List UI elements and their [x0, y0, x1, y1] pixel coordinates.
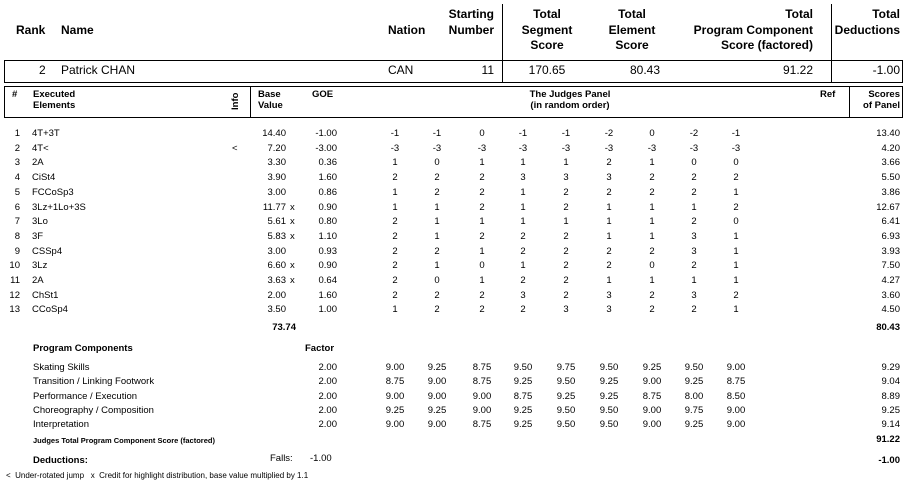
- element-panel-score: 4.50: [881, 304, 900, 316]
- element-name: 3Lz: [32, 260, 48, 272]
- element-base-value: 3.00: [267, 186, 286, 198]
- judge-score: -3: [518, 142, 528, 154]
- judge-score: 1: [733, 230, 739, 242]
- judge-score: 2: [520, 245, 526, 257]
- skater-total-element-score: 80.43: [629, 63, 660, 77]
- component-judge-score: 9.00: [472, 390, 492, 402]
- judge-score: -3: [647, 142, 657, 154]
- judge-score: 1: [520, 260, 526, 272]
- component-factor: 2.00: [318, 419, 337, 431]
- judge-score: 1: [392, 157, 398, 169]
- judge-score: 1: [733, 186, 739, 198]
- component-judge-score: 9.25: [599, 390, 619, 402]
- element-panel-score: 13.40: [876, 128, 900, 139]
- element-name: CiSt4: [32, 172, 56, 184]
- element-panel-score: 4.20: [881, 142, 900, 154]
- component-judge-score: 9.25: [385, 404, 405, 416]
- element-bonus-marker: x: [290, 260, 295, 272]
- element-base-value: 3.50: [267, 304, 286, 316]
- judge-score: 1: [392, 186, 398, 198]
- component-judge-score: 8.50: [726, 390, 746, 402]
- component-judge-score: 9.25: [556, 390, 576, 402]
- info-header: Info: [230, 92, 241, 110]
- element-panel-score: 3.60: [881, 289, 900, 301]
- judge-score: 1: [691, 201, 697, 213]
- component-factor: 2.00: [318, 404, 337, 416]
- element-base-value: 2.00: [267, 289, 286, 301]
- judge-score: 2: [520, 304, 526, 316]
- element-name: FCCoSp3: [32, 186, 74, 198]
- judge-score: 2: [434, 304, 440, 316]
- judge-score: 1: [479, 157, 485, 169]
- judge-score: 3: [520, 289, 526, 301]
- component-panel-score: 9.04: [881, 376, 900, 388]
- judge-score: -3: [731, 142, 741, 154]
- component-judge-score: 9.50: [556, 404, 576, 416]
- judge-score: 1: [606, 201, 612, 213]
- element-goe: 0.93: [318, 245, 337, 257]
- component-judge-score: 8.75: [472, 362, 492, 373]
- component-panel-score: 8.89: [881, 390, 900, 402]
- component-judge-score: 9.25: [684, 376, 704, 388]
- component-judge-score: 9.75: [684, 404, 704, 416]
- judge-score: 2: [649, 186, 655, 198]
- judge-score: 2: [392, 275, 398, 286]
- element-number: 9: [14, 245, 20, 257]
- col-divider: [250, 86, 251, 118]
- judge-score: 1: [392, 201, 398, 213]
- element-number: 12: [9, 289, 20, 301]
- rank-header: Rank: [16, 23, 46, 37]
- total-segment-score-header: Total Segment Score: [521, 7, 573, 52]
- component-judge-score: 9.25: [513, 376, 533, 388]
- judge-score: 1: [649, 275, 655, 286]
- element-goe: 1.60: [318, 172, 337, 184]
- skater-starting-number: 11: [481, 63, 494, 77]
- judge-score: 2: [392, 289, 398, 301]
- judge-score: 2: [479, 186, 485, 198]
- judge-score: 3: [606, 304, 612, 316]
- component-judge-score: 9.00: [385, 390, 405, 402]
- judge-score: 1: [649, 216, 655, 228]
- judge-score: 2: [649, 245, 655, 257]
- judge-score: -1: [390, 128, 400, 139]
- deductions-label: Deductions:: [33, 455, 88, 466]
- skater-total-segment-score: 170.65: [528, 63, 566, 77]
- factor-header: Factor: [305, 343, 335, 354]
- judge-score: 1: [563, 216, 569, 228]
- element-base-value: 3.00: [267, 245, 286, 257]
- component-judge-score: 9.00: [726, 404, 746, 416]
- component-judge-score: 9.50: [599, 404, 619, 416]
- element-number: 6: [14, 201, 20, 213]
- element-goe: 1.00: [318, 304, 337, 316]
- component-judge-score: 8.75: [472, 376, 492, 388]
- component-judge-score: 8.75: [726, 376, 746, 388]
- program-components-title: Program Components: [33, 343, 133, 354]
- element-name: CCoSp4: [32, 304, 68, 316]
- element-name: ChSt1: [32, 289, 59, 301]
- element-goe: 0.80: [318, 216, 337, 228]
- nation-header: Nation: [388, 23, 426, 37]
- element-number: 3: [14, 157, 20, 169]
- element-panel-score: 6.41: [881, 216, 900, 228]
- element-number: 11: [10, 275, 20, 286]
- component-name: Transition / Linking Footwork: [33, 376, 155, 388]
- ref-header: Ref: [820, 89, 836, 100]
- judge-score: 1: [479, 245, 485, 257]
- element-goe: -3.00: [315, 142, 337, 154]
- component-name: Interpretation: [33, 419, 89, 431]
- component-panel-score: 9.25: [881, 404, 900, 416]
- judge-score: -1: [561, 128, 571, 139]
- skater-name: Patrick CHAN: [61, 63, 136, 77]
- judge-score: 0: [479, 260, 485, 272]
- judge-score: 0: [649, 260, 655, 272]
- judge-score: 2: [563, 201, 569, 213]
- judge-score: -3: [604, 142, 614, 154]
- component-panel-score: 9.29: [881, 362, 900, 373]
- judge-score: -1: [432, 128, 442, 139]
- component-judge-score: 9.25: [599, 376, 619, 388]
- judge-score: 1: [392, 304, 398, 316]
- elements-total-base: 73.74: [272, 322, 296, 333]
- total-element-score-header: Total Element Score: [608, 7, 656, 52]
- judge-score: 2: [520, 275, 526, 286]
- judge-score: -3: [561, 142, 571, 154]
- base-value-header: Base Value: [258, 89, 283, 111]
- element-name: 3F: [32, 230, 44, 242]
- skater-total-pcs: 91.22: [782, 63, 813, 77]
- element-base-value: 3.63: [267, 275, 286, 286]
- judge-score: 3: [563, 304, 569, 316]
- num-header: #: [12, 89, 18, 100]
- judge-score: 2: [691, 260, 697, 272]
- judge-score: 1: [434, 216, 440, 228]
- component-judge-score: 9.00: [385, 419, 405, 431]
- judge-score: 0: [434, 157, 440, 169]
- component-judge-score: 9.00: [427, 376, 447, 388]
- judge-score: 0: [479, 128, 485, 139]
- component-judge-score: 9.25: [684, 419, 704, 431]
- judge-score: 1: [606, 216, 612, 228]
- elements-total-score: 80.43: [876, 322, 900, 333]
- judge-score: 2: [733, 172, 739, 184]
- total-pcs-header: Total Program Component Score (factored): [693, 7, 813, 52]
- element-name: 3Lz+1Lo+3S: [32, 201, 86, 213]
- judge-score: 1: [434, 260, 440, 272]
- judge-score: 2: [563, 186, 569, 198]
- judge-score: 2: [392, 260, 398, 272]
- element-base-value: 5.83: [267, 230, 286, 242]
- judge-score: 2: [606, 245, 612, 257]
- judge-score: 2: [434, 289, 440, 301]
- judge-score: -3: [432, 142, 442, 154]
- judge-score: 2: [392, 216, 398, 228]
- judge-score: 3: [691, 289, 697, 301]
- judge-score: 2: [479, 201, 485, 213]
- judge-score: 2: [563, 245, 569, 257]
- element-goe: 1.60: [318, 289, 337, 301]
- judge-score: 2: [434, 245, 440, 257]
- component-judge-score: 9.25: [427, 404, 447, 416]
- judge-score: 3: [606, 289, 612, 301]
- goe-header: GOE: [312, 89, 334, 100]
- component-factor: 2.00: [318, 362, 337, 373]
- judge-score: 1: [520, 186, 526, 198]
- judge-score: 3: [691, 230, 697, 242]
- element-number: 4: [14, 172, 20, 184]
- judge-score: 1: [733, 260, 739, 272]
- element-goe: 0.90: [318, 201, 337, 213]
- judge-score: 2: [733, 201, 739, 213]
- component-judge-score: 9.50: [684, 362, 704, 373]
- component-judge-score: 8.75: [513, 390, 533, 402]
- element-panel-score: 6.93: [881, 230, 900, 242]
- component-judge-score: 9.00: [642, 404, 662, 416]
- judge-score: 1: [606, 230, 612, 242]
- judge-score: 2: [606, 260, 612, 272]
- elements-header-box: [4, 86, 903, 118]
- component-factor: 2.00: [318, 376, 337, 388]
- component-name: Choreography / Composition: [33, 404, 154, 416]
- element-goe: 0.64: [318, 275, 337, 286]
- judge-score: 2: [563, 275, 569, 286]
- element-name: 2A: [32, 275, 44, 286]
- element-panel-score: 3.93: [881, 245, 900, 257]
- element-bonus-marker: x: [290, 216, 295, 228]
- element-panel-score: 7.50: [881, 260, 900, 272]
- judge-score: -2: [604, 128, 614, 139]
- starting-number-header: Starting Number: [448, 7, 494, 37]
- element-name: 2A: [32, 157, 44, 169]
- element-name: 4T+3T: [32, 128, 60, 139]
- component-judge-score: 9.25: [642, 362, 662, 373]
- judge-score: 1: [649, 157, 655, 169]
- element-bonus-marker: x: [290, 230, 295, 242]
- judge-score: 1: [733, 275, 739, 286]
- judge-score: 2: [479, 230, 485, 242]
- element-goe: -1.00: [315, 128, 337, 139]
- element-panel-score: 5.50: [881, 172, 900, 184]
- component-judge-score: 9.50: [513, 362, 533, 373]
- element-bonus-marker: x: [290, 275, 295, 286]
- judge-score: 2: [434, 186, 440, 198]
- judge-score: 2: [691, 304, 697, 316]
- judge-score: 1: [520, 157, 526, 169]
- name-header: Name: [61, 23, 94, 37]
- judge-score: 1: [649, 230, 655, 242]
- skater-total-deductions: -1.00: [872, 63, 900, 77]
- judge-score: 0: [649, 128, 655, 139]
- component-judge-score: 9.00: [385, 362, 405, 373]
- component-judge-score: 9.00: [427, 419, 447, 431]
- element-number: 8: [14, 230, 20, 242]
- judge-score: 1: [520, 216, 526, 228]
- judge-score: 2: [649, 172, 655, 184]
- judge-score: 2: [691, 172, 697, 184]
- skater-rank: 2: [39, 63, 46, 77]
- judge-score: -2: [689, 128, 699, 139]
- component-judge-score: 9.75: [556, 362, 576, 373]
- component-judge-score: 9.50: [599, 419, 619, 431]
- falls-value: -1.00: [310, 453, 332, 464]
- element-name: 3Lo: [32, 216, 48, 228]
- scores-of-panel-header: Scores of Panel: [863, 89, 900, 111]
- judge-score: 1: [479, 275, 485, 286]
- judge-score: 0: [733, 157, 739, 169]
- judge-score: 3: [606, 172, 612, 184]
- judge-score: -3: [477, 142, 487, 154]
- element-panel-score: 12.67: [876, 201, 900, 213]
- judge-score: -1: [731, 128, 741, 139]
- component-judge-score: 9.00: [726, 419, 746, 431]
- judge-score: -3: [390, 142, 400, 154]
- element-goe: 0.36: [318, 157, 337, 169]
- component-panel-score: 9.14: [881, 419, 900, 431]
- element-base-value: 14.40: [262, 128, 286, 139]
- judge-score: 3: [691, 245, 697, 257]
- judge-score: 1: [733, 245, 739, 257]
- pcs-total-value: 91.22: [876, 434, 900, 445]
- element-name: 4T<: [32, 142, 49, 154]
- judge-score: 2: [392, 172, 398, 184]
- component-judge-score: 9.25: [427, 362, 447, 373]
- element-number: 7: [14, 216, 20, 228]
- judge-score: -3: [689, 142, 699, 154]
- judge-score: 1: [691, 275, 697, 286]
- deductions-total: -1.00: [878, 455, 900, 466]
- element-goe: 0.86: [318, 186, 337, 198]
- judge-score: 2: [434, 172, 440, 184]
- judge-score: 1: [434, 201, 440, 213]
- component-judge-score: 8.75: [642, 390, 662, 402]
- element-base-value: 11.77: [262, 201, 286, 213]
- judge-score: 2: [392, 230, 398, 242]
- judge-score: 1: [649, 201, 655, 213]
- element-bonus-marker: x: [290, 201, 295, 213]
- skater-nation: CAN: [388, 63, 414, 77]
- total-deductions-header: Total Deductions: [834, 7, 900, 37]
- judge-score: 2: [479, 304, 485, 316]
- element-base-value: 3.30: [267, 157, 286, 169]
- component-judge-score: 9.25: [513, 404, 533, 416]
- component-judge-score: 9.50: [556, 376, 576, 388]
- judge-score: 2: [392, 245, 398, 257]
- element-info: <: [232, 142, 238, 154]
- judge-score: 1: [479, 216, 485, 228]
- judge-score: 2: [606, 186, 612, 198]
- judge-score: -1: [518, 128, 528, 139]
- judge-score: 2: [691, 216, 697, 228]
- judge-score: 2: [563, 230, 569, 242]
- element-name: CSSp4: [32, 245, 63, 257]
- component-judge-score: 8.75: [472, 419, 492, 431]
- judges-panel-header: The Judges Panel (in random order): [529, 89, 611, 111]
- element-base-value: 6.60: [267, 260, 286, 272]
- judge-score: 2: [479, 289, 485, 301]
- judge-score: 2: [563, 289, 569, 301]
- element-base-value: 3.90: [267, 172, 286, 184]
- component-judge-score: 9.00: [642, 419, 662, 431]
- component-judge-score: 8.75: [385, 376, 405, 388]
- component-name: Performance / Execution: [33, 390, 138, 402]
- judge-score: 1: [520, 201, 526, 213]
- component-judge-score: 9.25: [513, 419, 533, 431]
- judge-score: 2: [563, 260, 569, 272]
- judge-score: 3: [563, 172, 569, 184]
- judge-score: 2: [520, 230, 526, 242]
- component-judge-score: 8.00: [684, 390, 704, 402]
- executed-elements-header: Executed Elements: [33, 89, 76, 111]
- element-number: 2: [14, 142, 20, 154]
- component-judge-score: 9.00: [642, 376, 662, 388]
- element-number: 13: [9, 304, 20, 316]
- judge-score: 1: [733, 304, 739, 316]
- element-number: 10: [9, 260, 20, 272]
- judge-score: 0: [434, 275, 440, 286]
- element-panel-score: 3.86: [881, 186, 900, 198]
- element-panel-score: 3.66: [881, 157, 900, 169]
- element-goe: 1.10: [318, 230, 337, 242]
- component-judge-score: 9.00: [726, 362, 746, 373]
- component-judge-score: 9.50: [556, 419, 576, 431]
- component-judge-score: 9.00: [472, 404, 492, 416]
- judge-score: 1: [606, 275, 612, 286]
- element-panel-score: 4.27: [881, 275, 900, 286]
- component-name: Skating Skills: [33, 362, 90, 373]
- element-base-value: 5.61: [267, 216, 286, 228]
- footnote: < Under-rotated jump x Credit for highlight distribution, base value multiplied by 1.1: [6, 471, 309, 480]
- judge-score: 2: [479, 172, 485, 184]
- judge-score: 2: [606, 157, 612, 169]
- judge-score: 0: [691, 157, 697, 169]
- judge-score: 0: [733, 216, 739, 228]
- judge-score: 2: [691, 186, 697, 198]
- element-number: 5: [14, 186, 20, 198]
- falls-label: Falls:: [270, 453, 293, 464]
- judge-score: 2: [649, 289, 655, 301]
- element-base-value: 7.20: [267, 142, 286, 154]
- element-number: 1: [14, 128, 20, 139]
- judge-score: 1: [434, 230, 440, 242]
- judge-score: 3: [520, 172, 526, 184]
- pcs-total-label: Judges Total Program Component Score (factored): [33, 436, 215, 445]
- judge-score: 2: [649, 304, 655, 316]
- component-factor: 2.00: [318, 390, 337, 402]
- judge-score: 2: [733, 289, 739, 301]
- judge-score: 1: [563, 157, 569, 169]
- element-goe: 0.90: [318, 260, 337, 272]
- component-judge-score: 9.50: [599, 362, 619, 373]
- component-judge-score: 9.00: [427, 390, 447, 402]
